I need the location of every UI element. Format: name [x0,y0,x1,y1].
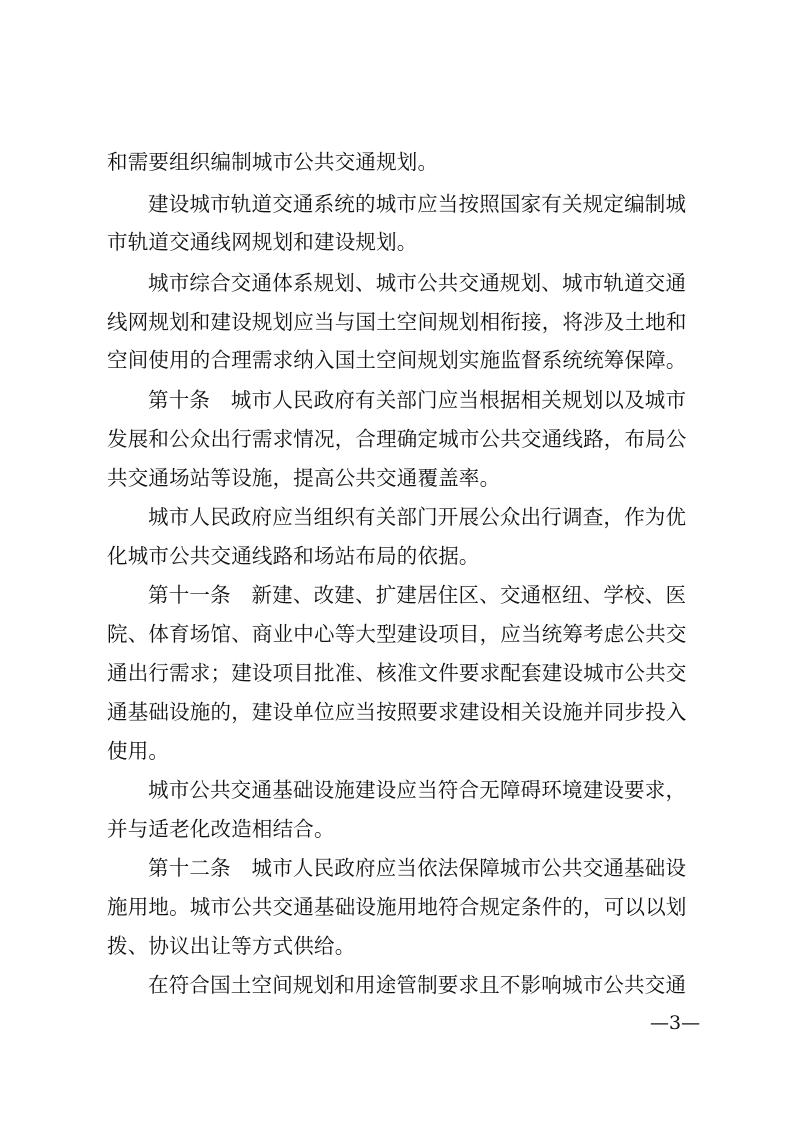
text-line: 通出行需求；建设项目批准、核准文件要求配套建设城市公共交 [107,661,687,685]
text-line: 并与适老化改造相结合。 [107,817,335,841]
text-line: 和需要组织编制城市公共交通规划。 [107,150,439,174]
text-line: 线网规划和建设规划应当与国土空间规划相衔接，将涉及土地和 [107,310,687,334]
page-number: —3— [650,1012,701,1034]
text-line: 发展和公众出行需求情况，合理确定城市公共交通线路，布局公 [107,427,687,451]
text-line: 在符合国土空间规划和用途管制要求且不影响城市公共交通 [148,973,687,997]
text-line: 第十一条 新建、改建、扩建居住区、交通枢纽、学校、医 [148,583,687,607]
text-line: 使用。 [107,739,170,763]
text-line: 城市公共交通基础设施建设应当符合无障碍环境建设要求， [148,778,687,802]
text-line: 第十条 城市人民政府有关部门应当根据相关规划以及城市 [148,388,687,412]
text-line: 通基础设施的，建设单位应当按照要求建设相关设施并同步投入 [107,700,687,724]
text-line: 院、体育场馆、商业中心等大型建设项目，应当统筹考虑公共交 [107,622,687,646]
text-line: 第十二条 城市人民政府应当依法保障城市公共交通基础设 [148,856,687,880]
text-line: 城市综合交通体系规划、城市公共交通规划、城市轨道交通 [148,271,687,295]
text-line: 城市人民政府应当组织有关部门开展公众出行调查，作为优 [148,505,687,529]
text-line: 拨、协议出让等方式供给。 [107,934,356,958]
text-line: 共交通场站等设施，提高公共交通覆盖率。 [107,466,501,490]
text-line: 空间使用的合理需求纳入国土空间规划实施监督系统统筹保障。 [107,348,687,372]
text-line: 建设城市轨道交通系统的城市应当按照国家有关规定编制城 [148,192,687,216]
text-line: 化城市公共交通线路和场站布局的依据。 [107,544,480,568]
text-line: 市轨道交通线网规划和建设规划。 [107,230,418,254]
text-line: 施用地。城市公共交通基础设施用地符合规定条件的，可以以划 [107,895,687,919]
